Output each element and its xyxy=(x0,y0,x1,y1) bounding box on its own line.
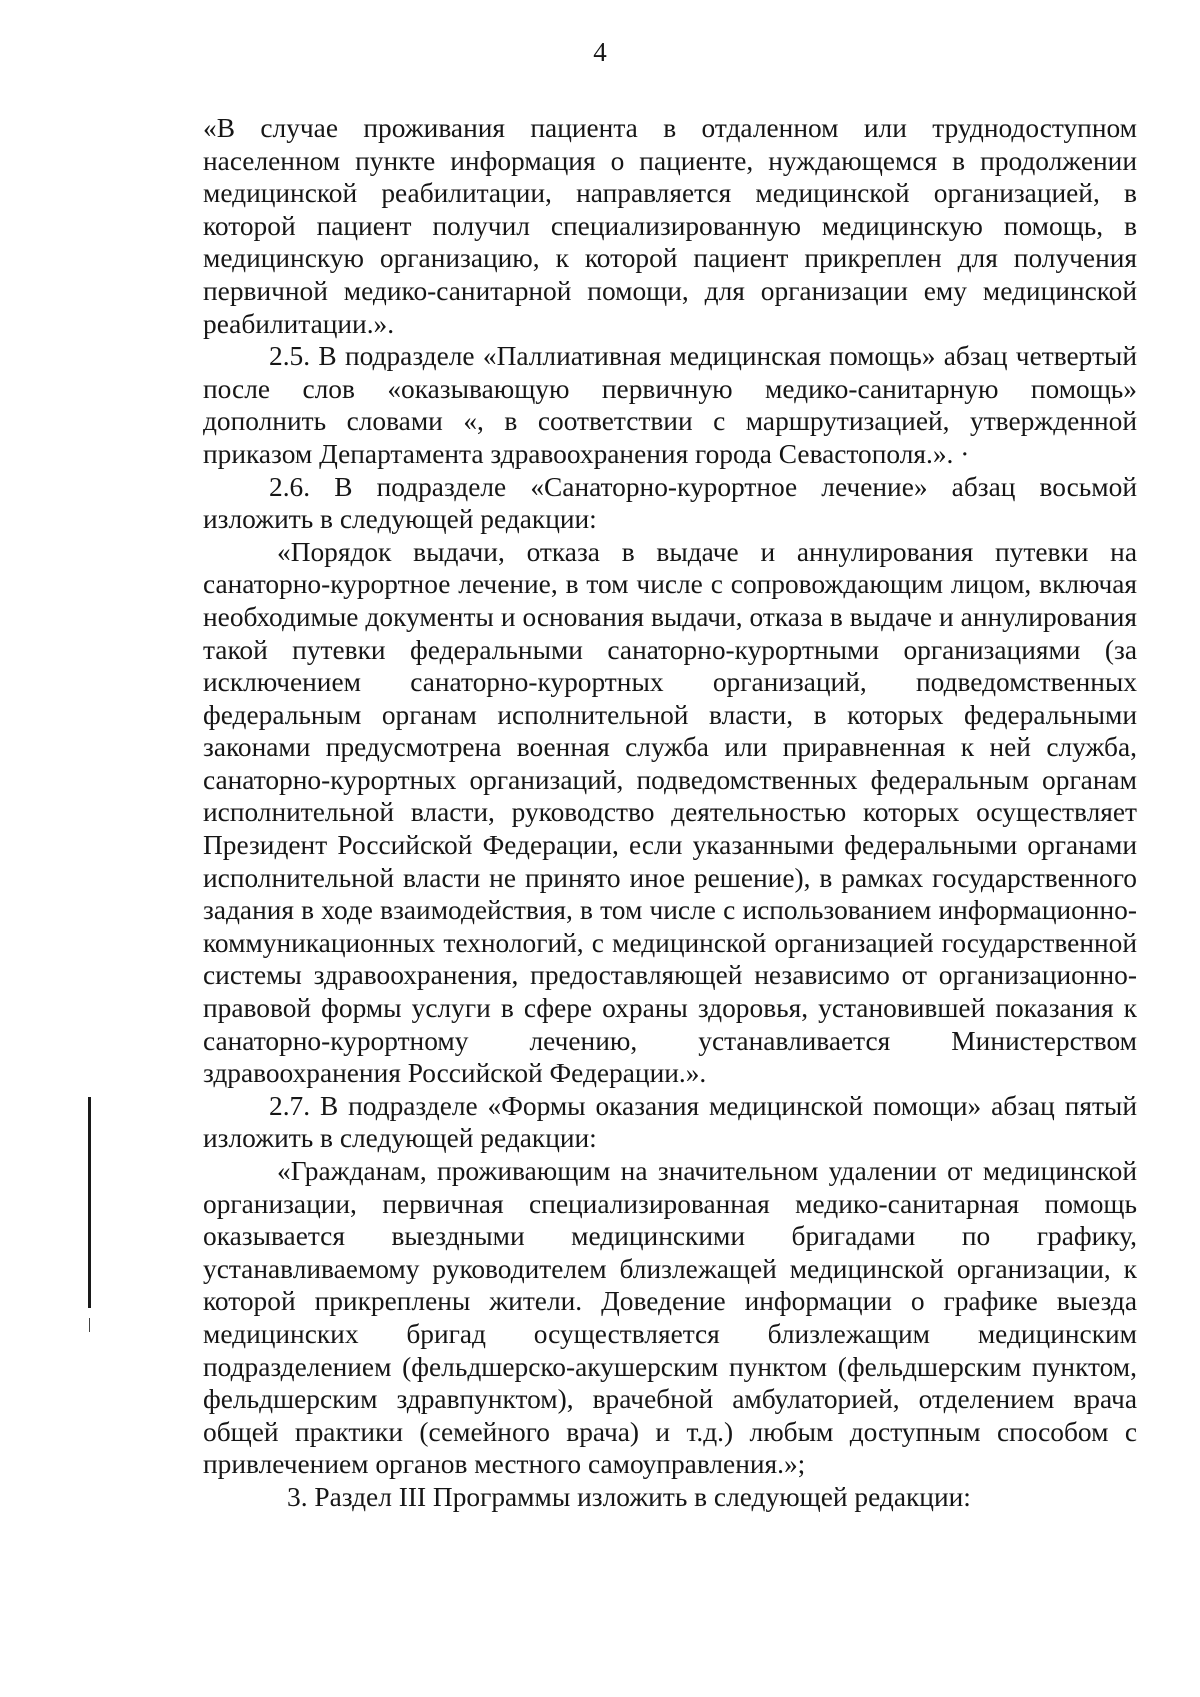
margin-scan-mark-tail xyxy=(89,1318,90,1332)
paragraph-item-3: 3. Раздел III Программы изложить в следующей редакции: xyxy=(287,1481,971,1512)
paragraph-item-2-5: 2.5. В подразделе «Паллиативная медицинская помощь» абзац четвертый после слов «оказывающую первичную медико-санитарную помощь» дополнить словами «, в соответствии с маршрутизацией, утвержденной приказом Департамента здравоохранения города Севастополя.». · xyxy=(203,341,1137,469)
paragraph-item-2-6: 2.6. В подразделе «Санаторно-курортное лечение» абзац восьмой изложить в следующей редакции: xyxy=(203,471,1137,535)
paragraph-rehabilitation-quote: «В случае проживания пациента в отдаленном или труднодоступном населенном пункте информация о пациенте, нуждающемся в продолжении медицинской реабилитации, направляется медицинской организацией, в которой пациент получил специализированную медицинскую помощь, в медицинскую организацию, к которой пациент прикреплен для получения первичной медико-санитарной помощи, для организации ему медицинской реабилитации.». xyxy=(203,113,1137,339)
paragraph-item-2-7: 2.7. В подразделе «Формы оказания медицинской помощи» абзац пятый изложить в следующей редакции: xyxy=(203,1090,1137,1154)
page-number: 4 xyxy=(593,37,607,67)
paragraph-mobile-teams-quote: «Гражданам, проживающим на значительном удалении от медицинской организации, первичная специализированная медико-санитарная помощь оказывается выездными медицинскими бригадами по графику, устанавливаемому руководителем близлежащей медицинской организации, к которой прикреплены жители. Доведение информации о графике выезда медицинских бригад осуществляется близлежащим медицинским подразделением (фельдшерско-акушерским пунктом (фельдшерским пунктом, фельдшерским здравпунктом), врачебной амбулаторией, отделением врача общей практики (семейного врача) и т.д.) любым доступным способом с привлечением органов местного самоуправления.»; xyxy=(203,1156,1137,1480)
document-body xyxy=(203,112,1137,1514)
margin-scan-mark xyxy=(88,1097,91,1308)
paragraph-sanatorium-quote: «Порядок выдачи, отказа в выдаче и аннулирования путевки на санаторно-курортное лечение, в том числе с сопровождающим лицом, включая необходимые документы и основания выдачи, отказа в выдаче и аннулирования такой путевки федеральными санаторно-курортными организациями (за исключением санаторно-курортных организаций, подведомственных федеральным органам исполнительной власти, в которых федеральными законами предусмотрена военная служба или приравненная к ней служба, санаторно-курортных организаций, подведомственных федеральным органам исполнительной власти, руководство деятельностью которых осуществляет Президент Российской Федерации, если указанными федеральными органами исполнительной власти не принято иное решение), в рамках государственного задания в ходе взаимодействия, в том числе с использованием информационно-коммуникационных технологий, с медицинской организацией государственной системы здравоохранения, предоставляющей независимо от организационно-правовой формы услуги в сфере охраны здоровья, установившей показания к санаторно-курортному лечению, устанавливается Министерством здравоохранения Российской Федерации.». xyxy=(203,536,1137,1089)
